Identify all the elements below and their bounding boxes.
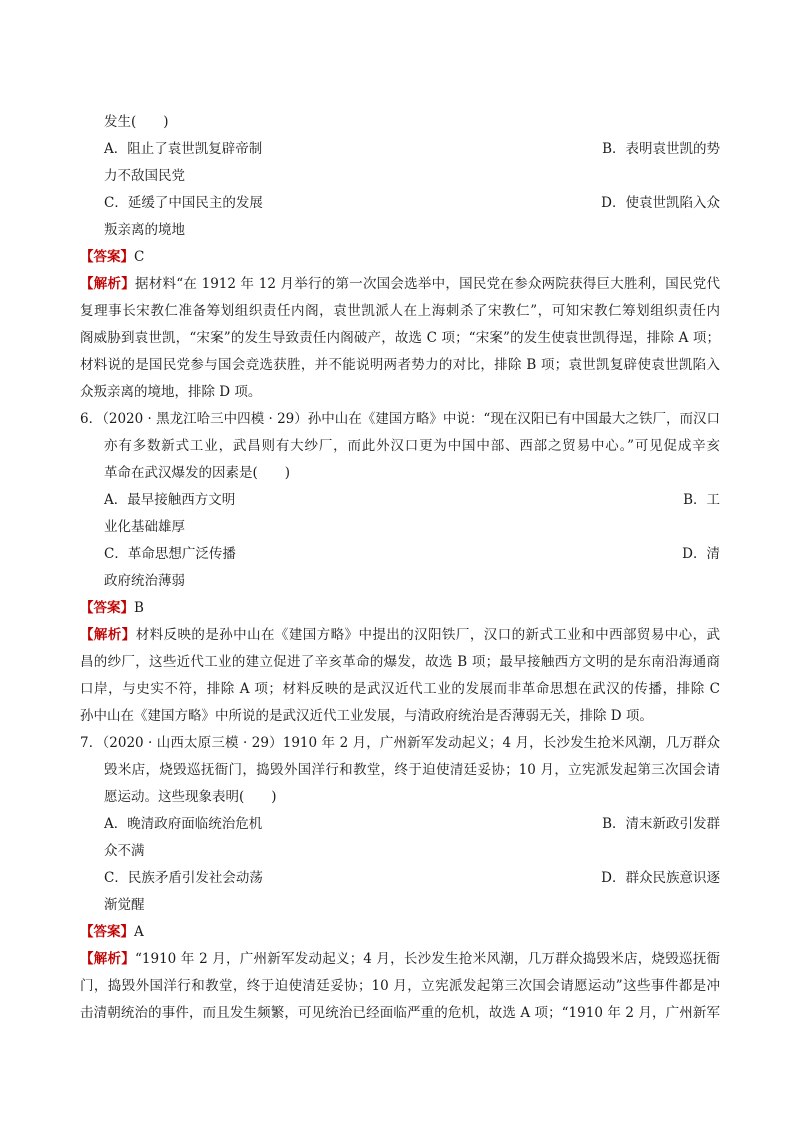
q6-analysis-line: 昌的纱厂，这些近代工业的建立促进了辛亥革命的爆发，故选 B 项；最早接触西方文明的是东南沿海通商 [80, 654, 720, 670]
q7-option-a: A．晚清政府面临统治危机 [104, 816, 263, 832]
q5-analysis-line: 【解析】据材料“在 1912 年 12 月举行的第一次国会选举中，国民党在参众两院获得巨大胜利，国民党代 [80, 276, 720, 292]
q7-answer [80, 919, 720, 946]
q7-option-b: B．清末新政引发群 [602, 816, 720, 832]
answer-value: B [134, 600, 144, 616]
q6-stem-line: 革命在武汉爆发的因素是( ) [104, 465, 291, 481]
q7-option-b-cont: 众不满 [104, 843, 145, 859]
q5-analysis-line: 材料说的是国民党参与国会竞选获胜，并不能说明两者势力的对比，排除 B 项；袁世凯复辟使袁世凯陷入 [80, 357, 720, 373]
q5-analysis-line: 复理事长宋教仁准备筹划组织责任内阁，袁世凯派人在上海刺杀了宋教仁”，可知宋教仁筹划组织责任内 [80, 303, 720, 319]
answer-label: 【答案】 [80, 600, 134, 616]
analysis-label: 【解析】 [80, 951, 136, 967]
q5-option-b-cont: 力不敌国民党 [104, 168, 185, 184]
q5-options-cd [80, 190, 720, 217]
q5-option-b: B．表明袁世凯的势 [602, 141, 720, 157]
q5-analysis-line: 众叛亲离的境地，排除 D 项。 [80, 384, 262, 400]
answer-label: 【答案】 [80, 249, 134, 265]
q6-answer [80, 595, 720, 622]
q5-option-d: D．使袁世凯陷入众 [601, 195, 720, 211]
q6-analysis-line: 口岸，与史实不符，排除 A 项；材料反映的是武汉近代工业的发展而非革命思想在武汉的传播，排除 C [80, 681, 720, 697]
q6-options-cd [80, 541, 720, 568]
q5-option-d-cont: 叛亲离的境地 [104, 222, 185, 238]
q5-options-ab [80, 136, 720, 163]
q7-analysis-line: 击清朝统治的事件，而且发生频繁，可见统治已经面临严重的危机，故选 A 项；“1910 年 2 月，广州新军 [80, 1005, 720, 1021]
q5-option-a: A．阻止了袁世凯复辟帝制 [104, 141, 263, 157]
q7-option-d: D．群众民族意识逐 [601, 870, 720, 886]
q7-options-ab [80, 811, 720, 838]
q7-stem-line: 愿运动。这些现象表明( ) [104, 789, 277, 805]
q6-options-ab [80, 487, 720, 514]
q6-option-c: C．革命思想广泛传播 [104, 546, 236, 562]
q7-option-d-cont: 渐觉醒 [104, 897, 145, 913]
q6-option-b-cont: 业化基础雄厚 [104, 519, 185, 535]
q6-stem-line: 6．（2020 · 黑龙江哈三中四模 · 29）孙中山在《建国方略》中说：“现在汉阳已有中国最大之铁厂，而汉口 [80, 411, 720, 427]
q6-option-d-cont: 政府统治薄弱 [104, 573, 185, 589]
q7-option-c: C．民族矛盾引发社会动荡 [104, 870, 263, 886]
analysis-label: 【解析】 [80, 276, 135, 292]
q5-stem-end: 发生( ) [104, 114, 169, 130]
q5-analysis-line: 阁威胁到袁世凯，“宋案”的发生导致责任内阁破产，故选 C 项；“宋案”的发生使袁世凯得逞，排除 A 项； [80, 330, 720, 346]
document-content [80, 109, 720, 1027]
q7-stem-line: 毁米店，烧毁巡抚衙门，捣毁外国洋行和教堂，终于迫使清廷妥协；10 月，立宪派发起第三次国会请 [104, 762, 720, 778]
analysis-label: 【解析】 [80, 627, 136, 643]
answer-label: 【答案】 [80, 924, 134, 940]
q7-analysis-line: 门，捣毁外国洋行和教堂，终于迫使清廷妥协；10 月，立宪派发起第三次国会请愿运动”这些事件都是冲 [80, 978, 720, 994]
q6-option-a: A．最早接触西方文明 [104, 492, 236, 508]
q5-option-c: C．延缓了中国民主的发展 [104, 195, 263, 211]
q7-stem-line: 7．（2020 · 山西太原三模 · 29）1910 年 2 月，广州新军发动起义；4 月，长沙发生抢米风潮，几万群众 [80, 735, 720, 751]
q7-options-cd [80, 865, 720, 892]
q6-analysis-line: 【解析】材料反映的是孙中山在《建国方略》中提出的汉阳铁厂，汉口的新式工业和中西部贸易中心，武 [80, 627, 720, 643]
q7-analysis-line: 【解析】“1910 年 2 月，广州新军发动起义；4 月，长沙发生抢米风潮，几万群众捣毁米店，烧毁巡抚衙 [80, 951, 720, 967]
q5-answer [80, 244, 720, 271]
q6-option-d: D．清 [682, 546, 720, 562]
q6-option-b: B．工 [683, 492, 720, 508]
answer-value: C [134, 249, 145, 265]
q6-analysis-line: 孙中山在《建国方略》中所说的是武汉近代工业发展，与清政府统治是否薄弱无关，排除 D 项。 [80, 708, 653, 724]
q6-stem-line: 亦有多数新式工业，武昌则有大纱厂，而此外汉口更为中国中部、西部之贸易中心。”可见促成辛亥 [104, 438, 720, 454]
answer-value: A [134, 924, 144, 940]
